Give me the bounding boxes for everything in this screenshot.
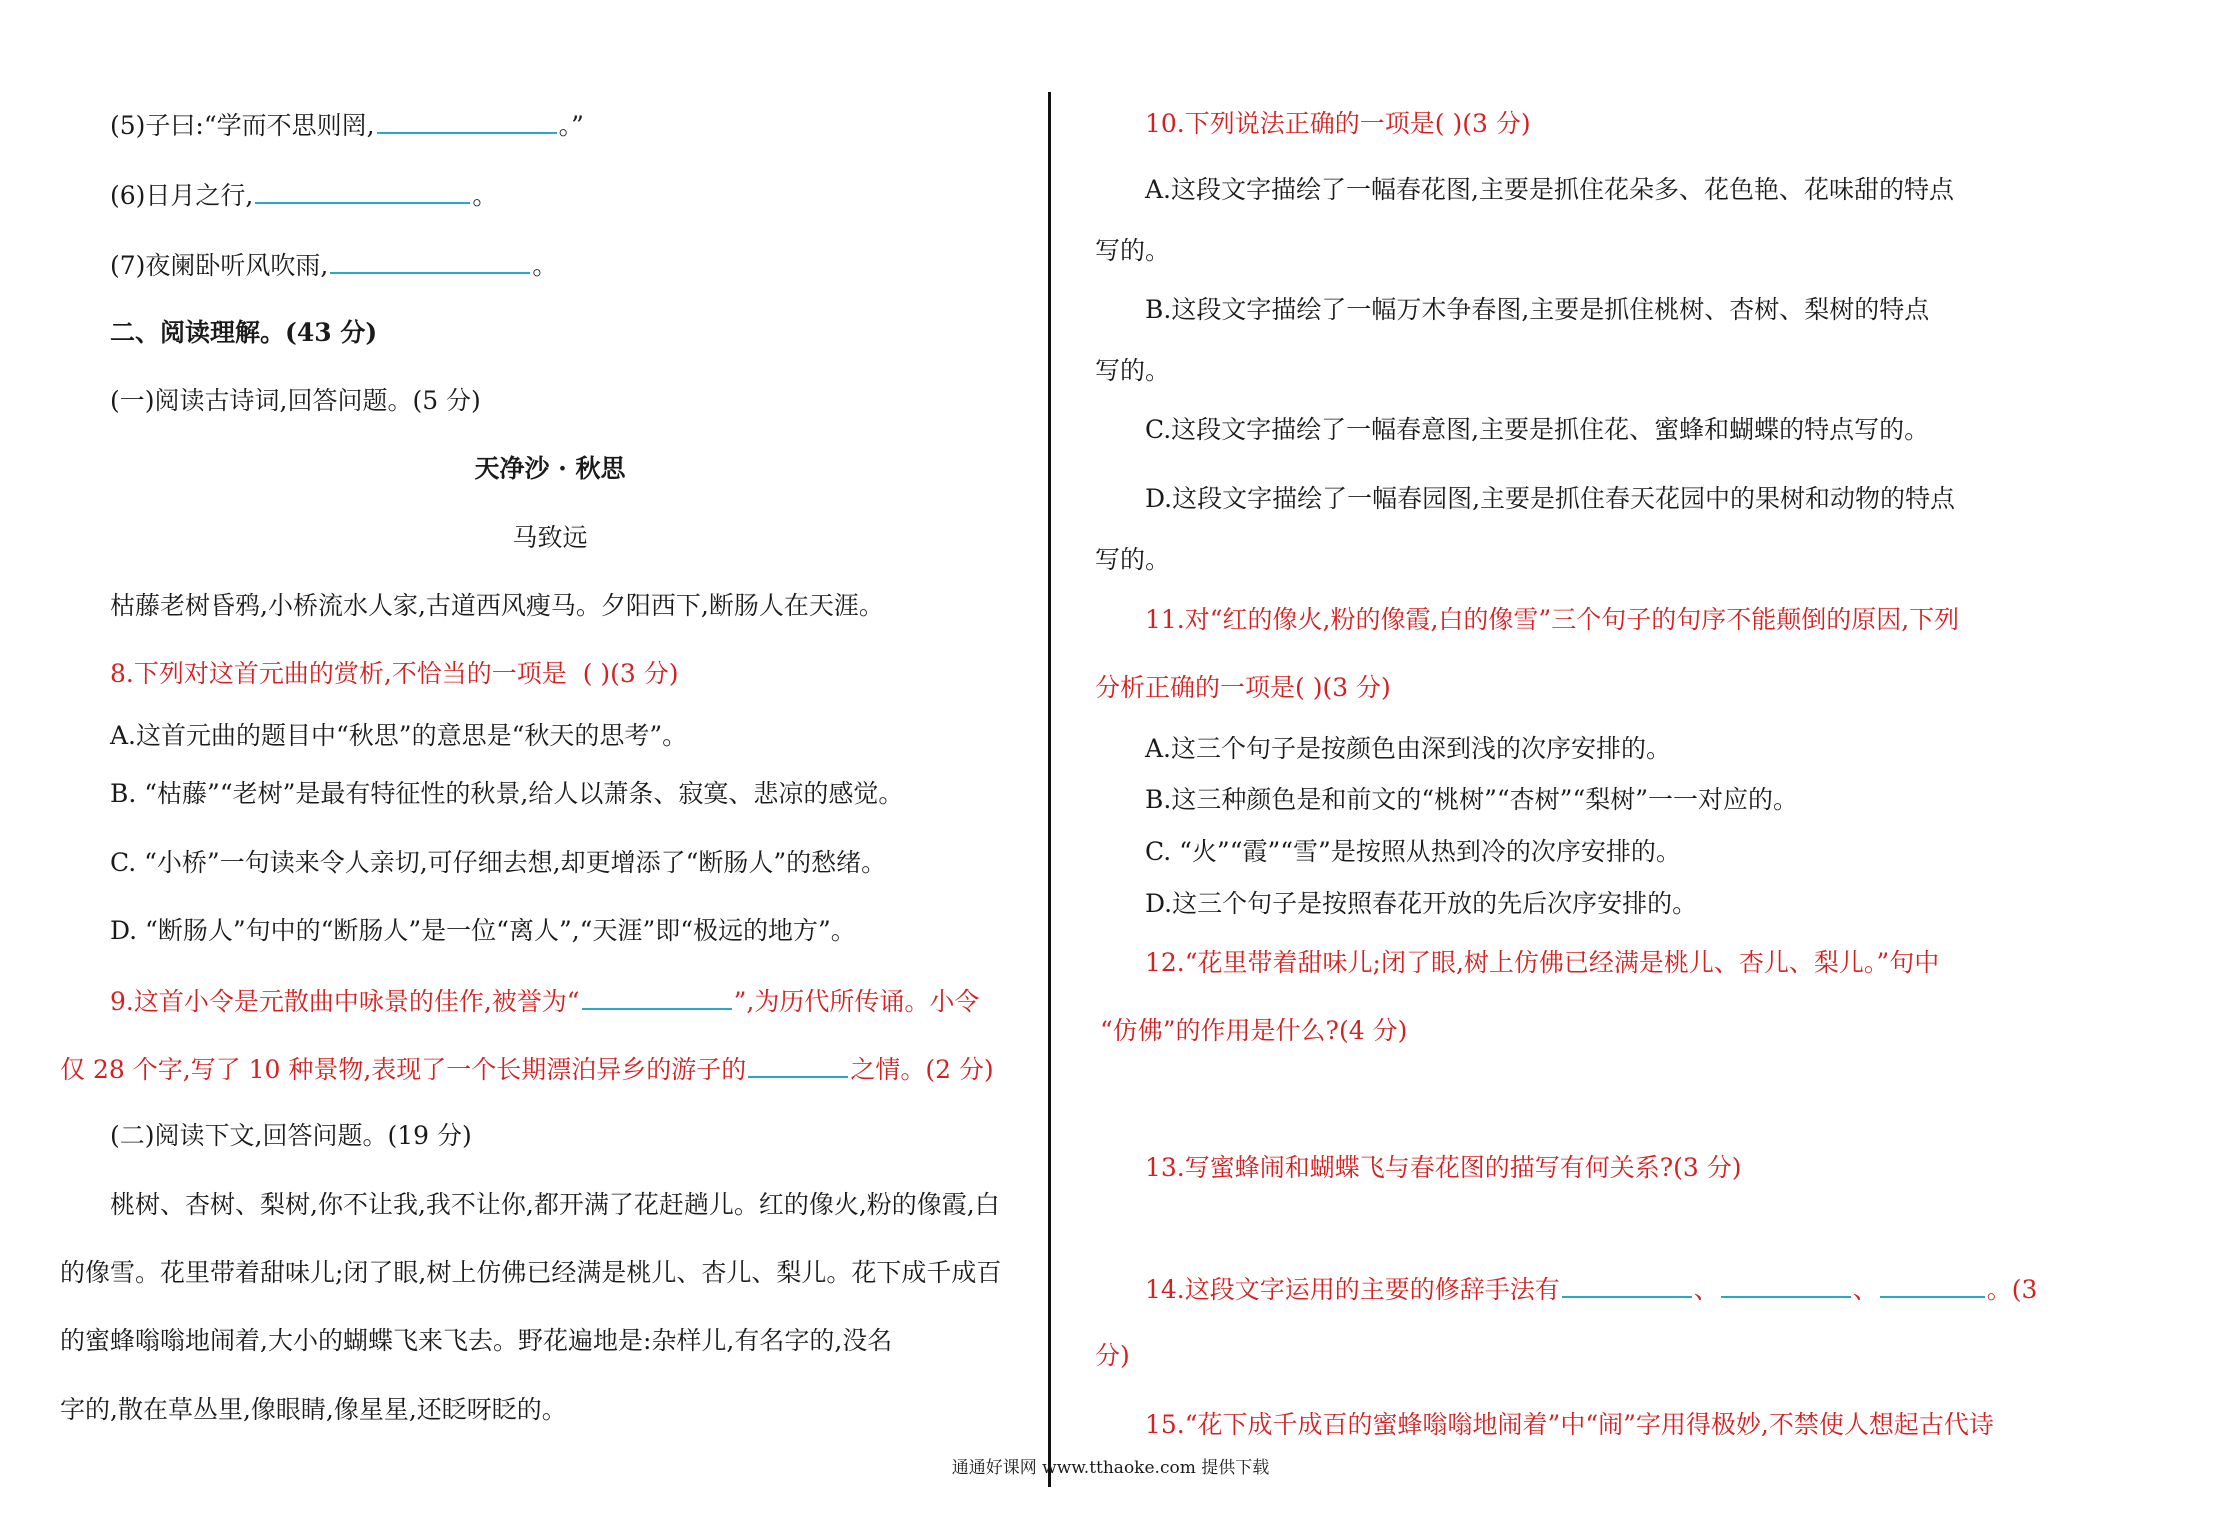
- question-12-line-2: “仿佛”的作用是什么?(4 分): [1100, 1016, 1408, 1045]
- question-8: 8.下列对这首元曲的赏析,不恰当的一项是 ( )(3 分): [110, 659, 679, 688]
- question-8-option-a: A.这首元曲的题目中“秋思”的意思是“秋天的思考”。: [110, 721, 688, 750]
- answer-blank[interactable]: [1880, 1270, 1985, 1298]
- question-5: (5)子曰:“学而不思则罔, 。”: [110, 106, 584, 144]
- question-10-option-d-cont: 写的。: [1095, 545, 1171, 574]
- question-10-option-d: D.这段文字描绘了一幅春园图,主要是抓住春天花园中的果树和动物的特点: [1145, 484, 1956, 513]
- question-10-option-c: C.这段文字描绘了一幅春意图,主要是抓住花、蜜蜂和蝴蝶的特点写的。: [1145, 415, 1930, 444]
- column-divider: [1048, 92, 1051, 1487]
- question-9-line-2: 仅 28 个字,写了 10 种景物,表现了一个长期漂泊异乡的游子的 之情。(2 分): [60, 1050, 994, 1088]
- answer-blank[interactable]: [330, 246, 530, 274]
- question-12-line-1: 12.“花里带着甜味儿;闭了眼,树上仿佛已经满是桃儿、杏儿、梨儿。”句中: [1145, 948, 1940, 977]
- answer-blank[interactable]: [582, 982, 732, 1010]
- question-11-line-1: 11.对“红的像火,粉的像霞,白的像雪”三个句子的句序不能颠倒的原因,下列: [1145, 605, 1960, 634]
- question-11-option-a: A.这三个句子是按颜色由深到浅的次序安排的。: [1145, 734, 1672, 763]
- poem-author: 马致远: [512, 523, 588, 552]
- question-10-option-a: A.这段文字描绘了一幅春花图,主要是抓住花朵多、花色艳、花味甜的特点: [1145, 175, 1954, 204]
- question-10-option-a-cont: 写的。: [1095, 236, 1171, 265]
- question-9-line-1: 9.这首小令是元散曲中咏景的佳作,被誉为“ ”,为历代所传诵。小令: [110, 982, 979, 1020]
- question-7: (7)夜阑卧听风吹雨, 。: [110, 246, 557, 284]
- question-11-option-d: D.这三个句子是按照春花开放的先后次序安排的。: [1145, 889, 1698, 918]
- answer-blank[interactable]: [748, 1050, 848, 1078]
- question-8-option-b: B. “枯藤”“老树”是最有特征性的秋景,给人以萧条、寂寞、悲凉的感觉。: [110, 779, 904, 808]
- answer-blank[interactable]: [377, 106, 557, 134]
- passage-line: 桃树、杏树、梨树,你不让我,我不让你,都开满了花赶趟儿。红的像火,粉的像霞,白: [110, 1190, 1000, 1219]
- answer-blank[interactable]: [255, 176, 470, 204]
- part-heading-passage: (二)阅读下文,回答问题。(19 分): [110, 1121, 472, 1150]
- question-13: 13.写蜜蜂闹和蝴蝶飞与春花图的描写有何关系?(3 分): [1145, 1153, 1742, 1182]
- answer-blank[interactable]: [1721, 1270, 1851, 1298]
- question-8-option-c: C. “小桥”一句读来令人亲切,可仔细去想,却更增添了“断肠人”的愁绪。: [110, 848, 887, 877]
- question-11-line-2: 分析正确的一项是( )(3 分): [1095, 673, 1391, 702]
- question-8-option-d: D. “断肠人”句中的“断肠人”是一位“离人”,“天涯”即“极远的地方”。: [110, 916, 856, 945]
- section-heading-reading: 二、阅读理解。(43 分): [110, 318, 378, 347]
- question-10-option-b: B.这段文字描绘了一幅万木争春图,主要是抓住桃树、杏树、梨树的特点: [1145, 295, 1930, 324]
- question-14-cont: 分): [1095, 1341, 1130, 1370]
- question-10-option-b-cont: 写的。: [1095, 356, 1171, 385]
- page-footer: 通通好课网 www.tthaoke.com 提供下载: [951, 1458, 1270, 1478]
- question-11-option-b: B.这三种颜色是和前文的“桃树”“杏树”“梨树”一一对应的。: [1145, 785, 1799, 814]
- question-15: 15.“花下成千成百的蜜蜂嗡嗡地闹着”中“闹”字用得极妙,不禁使人想起古代诗: [1145, 1410, 1994, 1439]
- question-14: 14.这段文字运用的主要的修辞手法有 、 、 。(3: [1145, 1270, 2037, 1308]
- answer-blank[interactable]: [1562, 1270, 1692, 1298]
- question-11-option-c: C. “火”“霞”“雪”是按照从热到冷的次序安排的。: [1145, 837, 1681, 866]
- passage-line: 的像雪。花里带着甜味儿;闭了眼,树上仿佛已经满是桃儿、杏儿、梨儿。花下成千成百: [60, 1258, 1002, 1287]
- question-10: 10.下列说法正确的一项是( )(3 分): [1145, 109, 1531, 138]
- passage-line: 的蜜蜂嗡嗡地闹着,大小的蝴蝶飞来飞去。野花遍地是:杂样儿,有名字的,没名: [60, 1326, 893, 1355]
- part-heading-poem: (一)阅读古诗词,回答问题。(5 分): [110, 386, 481, 415]
- poem-title: 天净沙 · 秋思: [474, 454, 626, 483]
- question-6: (6)日月之行, 。: [110, 176, 497, 214]
- passage-line: 字的,散在草丛里,像眼睛,像星星,还眨呀眨的。: [60, 1395, 567, 1424]
- poem-text: 枯藤老树昏鸦,小桥流水人家,古道西风瘦马。夕阳西下,断肠人在天涯。: [110, 591, 884, 620]
